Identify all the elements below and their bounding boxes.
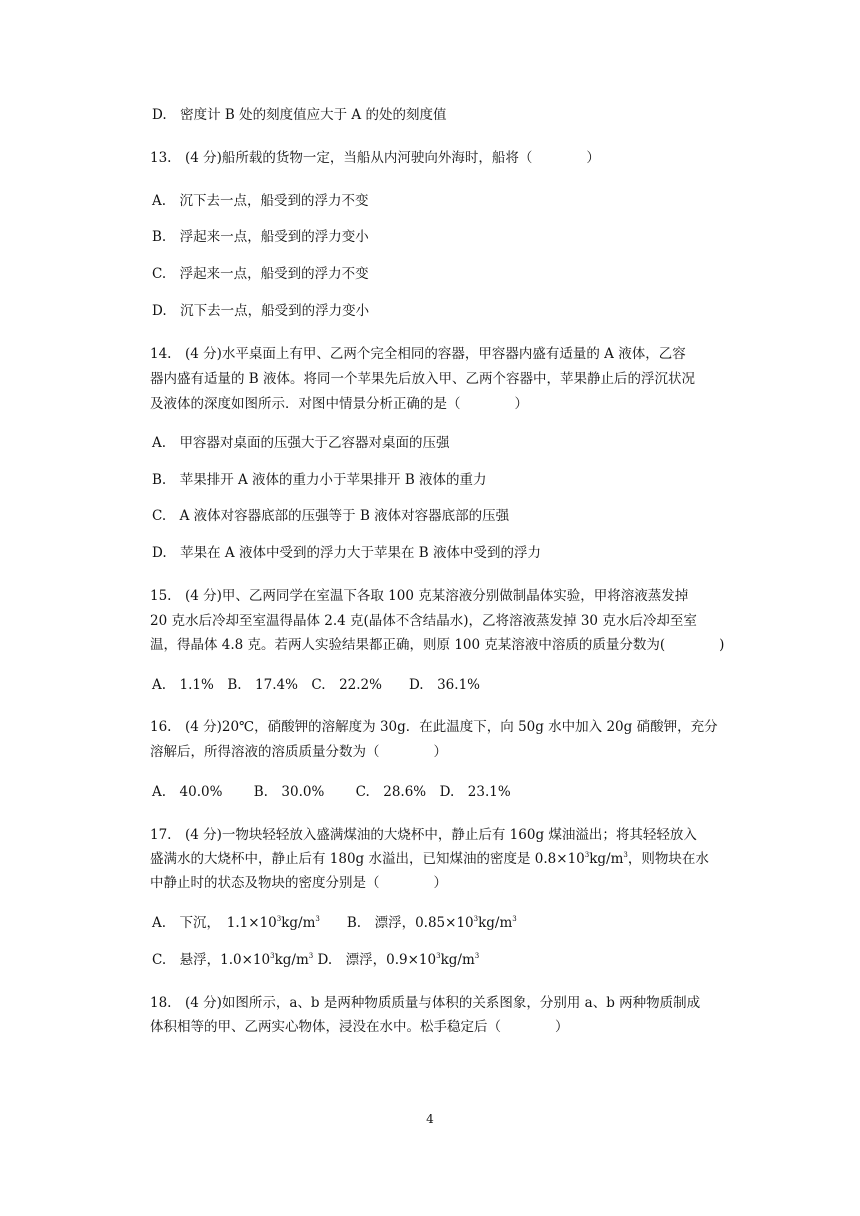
- superscript: 3: [276, 915, 282, 923]
- page-number: 4: [426, 1112, 434, 1126]
- q16-stem-line2: 溶解后，所得溶液的溶质质量分数为（ ）: [150, 744, 447, 760]
- q14-option-b: B. 苹果排开 A 液体的重力小于苹果排开 B 液体的重力: [152, 472, 487, 488]
- superscript: 3: [584, 851, 590, 859]
- q17-stem-line2: [150, 850, 709, 868]
- q14-stem-line2: 器内盛有适量的 B 液体。将同一个苹果先后放入甲、乙两个容器中，苹果静止后的浮沉状况: [150, 371, 696, 387]
- q14-option-c: C. A 液体对容器底部的压强等于 B 液体对容器底部的压强: [152, 508, 510, 524]
- superscript: 3: [623, 851, 628, 859]
- q15-options: A. 1.1% B. 17.4% C. 22.2% D. 36.1%: [152, 677, 480, 693]
- text-run: B. 漂浮，0.85×10: [319, 915, 474, 931]
- text-run: kg/m: [281, 915, 316, 931]
- q16-stem-line1: 16. (4 分)20℃，硝酸钾的溶解度为 30g．在此温度下，向 50g 水中加入 20g 硝酸钾，充分: [150, 719, 718, 735]
- q18-stem-line1: 18. (4 分)如图所示，a、b 是两种物质质量与体积的关系图象，分别用 a、b 两种物质制成: [150, 995, 701, 1011]
- q18-stem-line2: 体积相等的甲、乙两实心物体，浸没在水中。松手稳定后（ ）: [150, 1019, 569, 1035]
- text-run: kg/m: [274, 952, 309, 968]
- text-run: kg/m: [589, 851, 624, 867]
- q17-stem-line1: 17. (4 分)一物块轻轻放入盛满煤油的大烧杯中，静止后有 160g 煤油溢出；将其轻轻放入: [150, 827, 697, 843]
- q12-option-d: D. 密度计 B 处的刻度值应大于 A 的处的刻度值: [152, 107, 447, 123]
- superscript: 3: [436, 952, 441, 960]
- text-run: 盛满水的大烧杯中，静止后有 180g 水溢出，已知煤油的密度是 0.8×10: [150, 851, 585, 867]
- text-run: A. 下沉， 1.1×10: [152, 915, 277, 931]
- superscript: 3: [474, 952, 480, 960]
- q13-option-d: D. 沉下去一点，船受到的浮力变小: [152, 303, 370, 319]
- q15-stem-line1: 15. (4 分)甲、乙两同学在室温下各取 100 克某溶液分别做制晶体实验，甲将溶液蒸发掉: [150, 588, 689, 604]
- q13-option-b: B. 浮起来一点，船受到的浮力变小: [152, 229, 369, 245]
- q17-options-ab: [152, 914, 517, 932]
- superscript: 3: [512, 915, 517, 923]
- superscript: 3: [308, 952, 314, 960]
- superscript: 3: [473, 915, 479, 923]
- q14-option-d: D. 苹果在 A 液体中受到的浮力大于苹果在 B 液体中受到的浮力: [152, 545, 541, 561]
- q14-option-a: A. 甲容器对桌面的压强大于乙容器对桌面的压强: [152, 435, 450, 451]
- superscript: 3: [315, 915, 320, 923]
- q16-options: A. 40.0% B. 30.0% C. 28.6% D. 23.1%: [152, 784, 511, 800]
- q13-option-c: C. 浮起来一点，船受到的浮力不变: [152, 266, 369, 282]
- q13-stem: 13. (4 分)船所载的货物一定，当船从内河驶向外海时，船将（ ）: [150, 150, 600, 166]
- q14-stem-line3: 及液体的深度如图所示．对图中情景分析正确的是（ ）: [150, 396, 528, 412]
- superscript: 3: [270, 952, 275, 960]
- q15-stem-line3: 温，得晶体 4.8 克。若两人实验结果都正确，则原 100 克某溶液中溶质的质量分数为( ): [150, 637, 725, 653]
- text-run: D. 漂浮，0.9×10: [313, 952, 437, 968]
- q15-stem-line2: 20 克水后冷却至室温得晶体 2.4 克(晶体不含结晶水)，乙将溶液蒸发掉 30 克水后冷却至室: [150, 613, 697, 629]
- text-run: kg/m: [440, 952, 475, 968]
- text-run: kg/m: [478, 915, 513, 931]
- text-run: C. 悬浮，1.0×10: [152, 952, 271, 968]
- q13-option-a: A. 沉下去一点，船受到的浮力不变: [152, 193, 369, 209]
- q17-options-cd: [152, 951, 479, 969]
- q17-stem-line3: 中静止时的状态及物块的密度分别是（ ）: [150, 875, 447, 891]
- text-run: ，则物块在水: [627, 851, 709, 867]
- q14-stem-line1: 14. (4 分)水平桌面上有甲、乙两个完全相同的容器，甲容器内盛有适量的 A 液体，乙容: [150, 346, 686, 362]
